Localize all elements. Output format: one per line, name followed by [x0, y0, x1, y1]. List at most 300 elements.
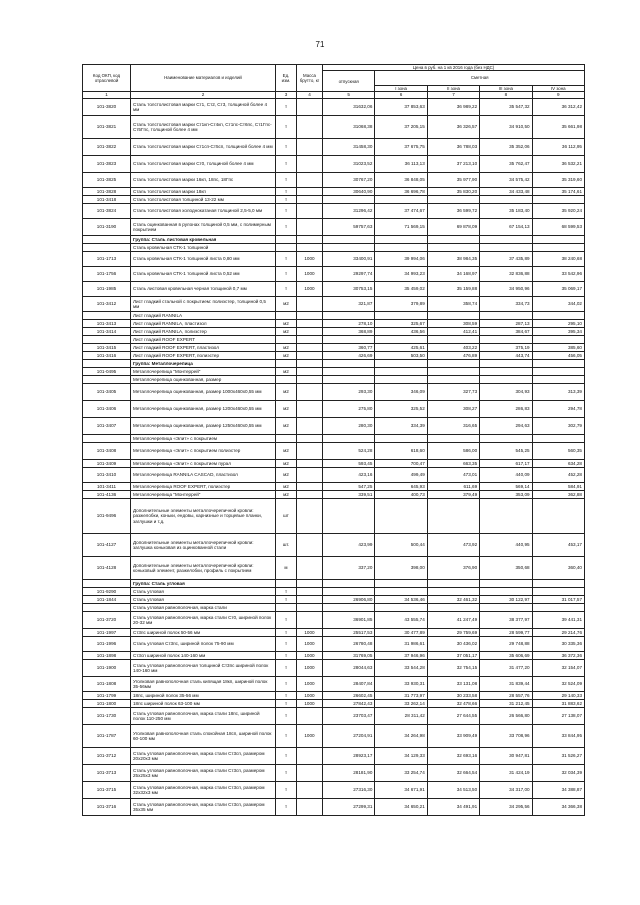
row-unit: т — [276, 725, 297, 748]
row-unit — [276, 244, 297, 252]
row-price-zone-3 — [480, 588, 532, 596]
row-price-zone-1: 33 254,74 — [375, 765, 427, 782]
row-price-zone-4: 385,60 — [532, 344, 584, 352]
row-name: Лист гладкий RANNILA, пластизол — [131, 320, 276, 328]
row-price-zone-3: 31 424,19 — [480, 765, 532, 782]
row-price-release: 28044,63 — [323, 660, 375, 677]
row-mass — [297, 312, 323, 320]
row-price-zone-2 — [427, 236, 479, 244]
header-mass: Масса брутто, кг — [297, 65, 323, 92]
table-row — [83, 435, 585, 443]
row-price-zone-3: 334,73 — [480, 297, 532, 312]
row-price-release: 26906,80 — [323, 596, 375, 604]
row-price-zone-1: 34 650,21 — [375, 799, 427, 816]
row-price-zone-4: 35 174,61 — [532, 188, 584, 196]
row-price-zone-4: 362,88 — [532, 491, 584, 499]
table-row — [83, 652, 585, 660]
row-price-release: 293,30 — [323, 384, 375, 401]
row-price-zone-4: 35 319,60 — [532, 173, 584, 188]
row-code: 101-3405 — [83, 384, 131, 401]
row-unit: м2 — [276, 483, 297, 491]
row-price-release — [323, 580, 375, 588]
row-unit: т — [276, 267, 297, 282]
row-price-release: 337,20 — [323, 557, 375, 580]
row-price-zone-2: 34 168,97 — [427, 267, 479, 282]
row-price-zone-2 — [427, 244, 479, 252]
row-price-zone-3: 34 575,42 — [480, 173, 532, 188]
row-price-release: 524,28 — [323, 443, 375, 460]
row-name: Сталь толстолистовая марки Ст1сп-Ст5сп, толщиной более 4 мм — [131, 139, 276, 156]
row-name: Сталь толстолистовая марки 18кп — [131, 188, 276, 196]
row-price-zone-2: 663,35 — [427, 460, 479, 468]
row-name: Сталь толстолистовая марки 16кп, 18пс, 18Гпс — [131, 173, 276, 188]
row-price-zone-1: 34 671,91 — [375, 782, 427, 799]
row-mass — [297, 580, 323, 588]
row-mass — [297, 483, 323, 491]
row-price-zone-2 — [427, 196, 479, 204]
row-unit: шт. — [276, 534, 297, 557]
row-unit: т — [276, 629, 297, 637]
row-price-zone-4 — [532, 580, 584, 588]
row-price-zone-4: 32 154,07 — [532, 660, 584, 677]
row-price-zone-4: 68 599,53 — [532, 219, 584, 236]
column-number: 5 — [323, 92, 375, 99]
row-mass — [297, 799, 323, 816]
row-price-zone-3: 34 317,00 — [480, 782, 532, 799]
table-row — [83, 236, 585, 244]
table-row — [83, 219, 585, 236]
table-row — [83, 604, 585, 612]
row-price-release — [323, 336, 375, 344]
row-price-zone-1 — [375, 196, 427, 204]
row-price-zone-1: 37 675,75 — [375, 139, 427, 156]
row-code: 101-3190 — [83, 219, 131, 236]
row-price-zone-4 — [532, 196, 584, 204]
row-unit — [276, 435, 297, 443]
row-price-zone-3: 35 352,06 — [480, 139, 532, 156]
row-name: Сталь толстолистовая холоднокатаная толщиной 2,5-5,0 мм — [131, 204, 276, 219]
row-price-zone-1: 34 129,33 — [375, 748, 427, 765]
row-price-zone-4 — [532, 435, 584, 443]
row-price-zone-3: 35 762,47 — [480, 156, 532, 173]
row-name: Металлочерепица ROOF EXPERT, полиэстер — [131, 483, 276, 491]
row-price-release: 27299,31 — [323, 799, 375, 816]
header-release: отпускная — [323, 71, 375, 92]
row-price-zone-4: 395,34 — [532, 328, 584, 336]
row-price-zone-1: 618,60 — [375, 443, 427, 460]
row-price-zone-2: 586,00 — [427, 443, 479, 460]
row-price-zone-3: 440,95 — [480, 534, 532, 557]
row-unit — [276, 360, 297, 368]
row-price-zone-2: 316,65 — [427, 418, 479, 435]
row-price-release: 26780,48 — [323, 637, 375, 652]
row-price-release: 593,45 — [323, 460, 375, 468]
row-price-zone-3: 67 154,13 — [480, 219, 532, 236]
row-code: 101-1900 — [83, 660, 131, 677]
row-code: 101-3713 — [83, 765, 131, 782]
row-price-zone-4: 32 524,09 — [532, 677, 584, 692]
row-price-zone-3: 38 377,97 — [480, 612, 532, 629]
row-price-zone-1: 500,44 — [375, 534, 427, 557]
row-price-zone-2: 473,01 — [427, 468, 479, 483]
row-price-zone-3: 34 433,48 — [480, 188, 532, 196]
row-price-release: 280,30 — [323, 418, 375, 435]
row-price-zone-2: 33 909,49 — [427, 725, 479, 748]
row-price-release — [323, 604, 375, 612]
table-row — [83, 460, 585, 468]
row-price-zone-1: 34 536,46 — [375, 596, 427, 604]
row-price-release: 31068,38 — [323, 116, 375, 139]
row-name: Сталь угловая Ст3пс, шириной полок 75-90 мм — [131, 637, 276, 652]
row-name: Группа: Сталь угловая — [131, 580, 276, 588]
row-name: Лист гладкий RANNILA — [131, 312, 276, 320]
row-unit: т — [276, 765, 297, 782]
row-price-zone-3: 26 566,80 — [480, 708, 532, 725]
row-unit: м2 — [276, 418, 297, 435]
row-mass — [297, 244, 323, 252]
column-number-row — [83, 92, 585, 99]
row-price-zone-4 — [532, 368, 584, 376]
row-price-zone-2: 30 436,02 — [427, 637, 479, 652]
row-price-zone-4 — [532, 499, 584, 534]
row-price-release: 31458,30 — [323, 139, 375, 156]
row-price-zone-2: 32 693,16 — [427, 748, 479, 765]
table-row — [83, 708, 585, 725]
row-price-zone-2: 36 599,72 — [427, 204, 479, 219]
table-row — [83, 677, 585, 692]
row-unit: т — [276, 188, 297, 196]
row-price-zone-2: 412,41 — [427, 328, 479, 336]
header-zone-1: I зона — [375, 85, 427, 91]
row-unit: т — [276, 700, 297, 708]
row-price-zone-2: 35 977,90 — [427, 173, 479, 188]
row-price-release: 275,80 — [323, 401, 375, 418]
row-price-zone-4: 313,39 — [532, 384, 584, 401]
table-body — [83, 99, 585, 816]
column-number: 4 — [297, 92, 323, 99]
row-price-zone-4: 33 844,95 — [532, 725, 584, 748]
table-row — [83, 725, 585, 748]
row-mass — [297, 368, 323, 376]
row-code: 101-1713 — [83, 252, 131, 267]
row-unit: т — [276, 219, 297, 236]
row-mass: 1000 — [297, 282, 323, 297]
row-price-zone-3 — [480, 196, 532, 204]
row-price-release: 426,69 — [323, 352, 375, 360]
row-unit: м2 — [276, 368, 297, 376]
row-price-release: 360,77 — [323, 344, 375, 352]
row-unit — [276, 236, 297, 244]
row-price-zone-3 — [480, 336, 532, 344]
row-code: 101-3821 — [83, 116, 131, 139]
row-code: 101-0495 — [83, 368, 131, 376]
row-code — [83, 244, 131, 252]
row-name: Дополнительные элементы металлочерепичной кровли: разжелобки, коньки, ендовы, карнизные и торцевые планки, заглушки и т.д. — [131, 499, 276, 534]
row-price-zone-4: 344,02 — [532, 297, 584, 312]
row-price-zone-3 — [480, 368, 532, 376]
row-mass — [297, 320, 323, 328]
row-price-release — [323, 588, 375, 596]
row-unit: шт — [276, 499, 297, 534]
row-mass — [297, 352, 323, 360]
row-name: Металлочерепица "Монтеррей" — [131, 491, 276, 499]
row-unit: т — [276, 139, 297, 156]
row-name: Сталь листовая кровельная черная толщиной 0,7 мм — [131, 282, 276, 297]
row-code: 101-3410 — [83, 468, 131, 483]
row-code: 101-1730 — [83, 708, 131, 725]
row-mass — [297, 604, 323, 612]
row-price-zone-4: 34 388,87 — [532, 782, 584, 799]
row-price-release — [323, 236, 375, 244]
row-name: Лист гладкий ROOF EXPERT, пластизол — [131, 344, 276, 352]
row-price-zone-1: 334,39 — [375, 418, 427, 435]
column-number: 6 — [375, 92, 427, 99]
table-row — [83, 799, 585, 816]
row-price-zone-1: 700,47 — [375, 460, 427, 468]
row-unit: м2 — [276, 328, 297, 336]
row-price-release — [323, 312, 375, 320]
row-code: 101-3825 — [83, 173, 131, 188]
row-price-zone-4 — [532, 588, 584, 596]
row-mass — [297, 499, 323, 534]
row-price-zone-2: 308,27 — [427, 401, 479, 418]
table-row — [83, 344, 585, 352]
row-mass — [297, 468, 323, 483]
row-price-release: 33400,91 — [323, 252, 375, 267]
row-mass — [297, 491, 323, 499]
row-code: 101-3716 — [83, 799, 131, 816]
header-unit: Ед. изм. — [276, 65, 297, 92]
row-name: Металлочерепица оцинкованная, размер — [131, 376, 276, 384]
row-price-zone-4: 38 240,68 — [532, 252, 584, 267]
row-price-zone-3: 28 557,76 — [480, 692, 532, 700]
row-price-zone-3: 34 295,56 — [480, 799, 532, 816]
row-price-zone-3: 30 947,81 — [480, 748, 532, 765]
row-price-zone-4 — [532, 604, 584, 612]
row-mass — [297, 196, 323, 204]
row-price-zone-1 — [375, 499, 427, 534]
row-price-zone-4: 29 214,76 — [532, 629, 584, 637]
page-number: 71 — [315, 40, 325, 49]
row-price-zone-4 — [532, 236, 584, 244]
row-price-zone-3: 443,74 — [480, 352, 532, 360]
row-name: Металлочерепица "Монтеррей" — [131, 368, 276, 376]
row-price-release: 23703,47 — [323, 708, 375, 725]
table-row — [83, 196, 585, 204]
row-code: 101-3822 — [83, 139, 131, 156]
row-mass — [297, 204, 323, 219]
row-unit: м2 — [276, 320, 297, 328]
row-price-zone-3: 30 122,97 — [480, 596, 532, 604]
row-price-zone-4: 634,28 — [532, 460, 584, 468]
row-price-zone-2 — [427, 336, 479, 344]
row-price-zone-1: 436,56 — [375, 328, 427, 336]
row-unit: т — [276, 782, 297, 799]
row-name: Металлочерепица RANNILA CASCAD, пластизол — [131, 468, 276, 483]
row-mass — [297, 328, 323, 336]
table-row — [83, 368, 585, 376]
row-price-zone-2: 32 478,66 — [427, 700, 479, 708]
row-price-zone-4 — [532, 376, 584, 384]
row-unit: м2 — [276, 443, 297, 460]
row-price-zone-1: 379,89 — [375, 297, 427, 312]
row-price-release: 31632,06 — [323, 99, 375, 116]
row-name: Сталь угловая равнополочная, марка стали Ст0, шириной полок 20-32 мм — [131, 612, 276, 629]
row-unit: т — [276, 612, 297, 629]
row-price-zone-2: 34 491,91 — [427, 799, 479, 816]
row-price-zone-2: 37 213,10 — [427, 156, 479, 173]
row-price-release: 29297,74 — [323, 267, 375, 282]
row-price-release: 28407,84 — [323, 677, 375, 692]
row-price-zone-3: 375,19 — [480, 344, 532, 352]
table-row — [83, 700, 585, 708]
row-price-zone-3: 34 910,50 — [480, 116, 532, 139]
row-price-zone-3: 33 708,96 — [480, 725, 532, 748]
row-name: Металлочерепица «Элит» с покрытием — [131, 435, 276, 443]
row-price-zone-1: 36 696,78 — [375, 188, 427, 196]
row-unit: т — [276, 596, 297, 604]
row-price-zone-2: 358,74 — [427, 297, 479, 312]
row-price-zone-2: 37 051,17 — [427, 652, 479, 660]
row-price-zone-2: 36 788,03 — [427, 139, 479, 156]
row-mass — [297, 139, 323, 156]
row-price-zone-3 — [480, 604, 532, 612]
header-zone-2: II зона — [427, 85, 479, 91]
row-price-zone-3: 286,83 — [480, 401, 532, 418]
table-row — [83, 580, 585, 588]
row-price-zone-1 — [375, 244, 427, 252]
row-price-zone-3: 440,09 — [480, 468, 532, 483]
row-price-zone-4 — [532, 336, 584, 344]
row-unit: т — [276, 748, 297, 765]
row-price-zone-4: 29 140,33 — [532, 692, 584, 700]
row-price-zone-1: 43 555,74 — [375, 612, 427, 629]
row-price-zone-1: 34 264,98 — [375, 725, 427, 748]
row-price-release: 321,87 — [323, 297, 375, 312]
row-price-zone-1: 34 993,23 — [375, 267, 427, 282]
row-price-zone-4: 31 017,57 — [532, 596, 584, 604]
table-row — [83, 491, 585, 499]
row-price-release: 59757,63 — [323, 219, 375, 236]
row-price-zone-3: 28 599,77 — [480, 629, 532, 637]
row-price-zone-3 — [480, 360, 532, 368]
row-price-zone-2: 473,92 — [427, 534, 479, 557]
row-price-zone-4: 584,91 — [532, 483, 584, 491]
row-mass — [297, 557, 323, 580]
row-price-zone-1: 33 544,28 — [375, 660, 427, 677]
row-name: Сталь угловая равнополочная, марка стали Ст3сп, размером 25x25x3 мм — [131, 765, 276, 782]
table-row — [83, 312, 585, 320]
row-price-zone-4: 36 312,42 — [532, 99, 584, 116]
row-price-zone-2 — [427, 580, 479, 588]
table-row — [83, 782, 585, 799]
row-name: Дополнительные элементы металлочерепичной кровли: заглушка коньковая из оцинкованной стали — [131, 534, 276, 557]
row-code — [83, 236, 131, 244]
row-price-release: 547,25 — [323, 483, 375, 491]
row-price-zone-1: 30 477,89 — [375, 629, 427, 637]
row-price-release: 31023,52 — [323, 156, 375, 173]
row-price-zone-4: 32 034,39 — [532, 765, 584, 782]
row-unit — [276, 336, 297, 344]
row-price-release: 25517,53 — [323, 629, 375, 637]
row-mass: 1000 — [297, 700, 323, 708]
row-name: Сталь угловая равнополочная, марка стали Ст3сп, размером 20x20x3 мм — [131, 748, 276, 765]
row-code — [83, 376, 131, 384]
row-name: Металлочерепица оцинкованная, размер 1250x460x0,55 мм — [131, 418, 276, 435]
column-number: 9 — [532, 92, 584, 99]
row-price-zone-1: 37 474,67 — [375, 204, 427, 219]
row-price-zone-2: 476,89 — [427, 352, 479, 360]
row-price-zone-1 — [375, 368, 427, 376]
row-mass — [297, 534, 323, 557]
row-price-zone-3: 294,63 — [480, 418, 532, 435]
row-price-zone-1: 503,50 — [375, 352, 427, 360]
row-price-zone-3: 35 606,69 — [480, 652, 532, 660]
row-price-zone-3 — [480, 376, 532, 384]
row-name: Дополнительные элементы металлочерепичной кровли: коньковый элемент, разжелобки, профиль с покрытием — [131, 557, 276, 580]
row-name: Ст3пс шириной полок 50-56 мм — [131, 629, 276, 637]
row-mass: 1000 — [297, 692, 323, 700]
row-price-zone-4: 453,17 — [532, 534, 584, 557]
row-unit — [276, 580, 297, 588]
row-price-zone-3: 34 950,96 — [480, 282, 532, 297]
row-unit: м2 — [276, 352, 297, 360]
row-name: Сталь толстолистовая марки Ст0, толщиной более 4 мм — [131, 156, 276, 173]
column-number: 7 — [427, 92, 479, 99]
row-price-release: 30640,90 — [323, 188, 375, 196]
row-price-zone-3: 32 836,88 — [480, 267, 532, 282]
table-row — [83, 156, 585, 173]
row-price-release: 30753,15 — [323, 282, 375, 297]
row-price-zone-4: 36 112,95 — [532, 139, 584, 156]
row-name: Металлочерепица оцинкованная, размер 1000x460x0,55 мм — [131, 384, 276, 401]
row-code: 101-1985 — [83, 282, 131, 297]
row-mass — [297, 376, 323, 384]
row-price-zone-3: 353,09 — [480, 491, 532, 499]
row-price-zone-2 — [427, 360, 479, 368]
row-name: 18пс шириной полок 63-100 мм — [131, 700, 276, 708]
row-mass — [297, 219, 323, 236]
row-unit: т — [276, 677, 297, 692]
row-price-zone-2: 376,90 — [427, 557, 479, 580]
row-mass: 1000 — [297, 252, 323, 267]
row-price-release — [323, 376, 375, 384]
row-unit: м2 — [276, 401, 297, 418]
row-name: Сталь толстолистовая марки Ст1, Ст2, Ст3, толщиной более 4 мм — [131, 99, 276, 116]
row-code: 101-3413 — [83, 320, 131, 328]
row-price-zone-4: 560,35 — [532, 443, 584, 460]
row-price-zone-4: 35 069,17 — [532, 282, 584, 297]
row-code — [83, 580, 131, 588]
row-code: 101-3418 — [83, 196, 131, 204]
row-name: Сталь оцинкованная в рулонах толщиной 0,5 мм, с полимерным покрытием — [131, 219, 276, 236]
row-mass — [297, 236, 323, 244]
row-code — [83, 360, 131, 368]
row-mass — [297, 99, 323, 116]
row-code — [83, 435, 131, 443]
header-zone-4: IV зона — [532, 85, 584, 91]
row-unit: т — [276, 204, 297, 219]
row-price-zone-2: 69 878,09 — [427, 219, 479, 236]
row-unit: т — [276, 637, 297, 652]
row-mass: 1000 — [297, 660, 323, 677]
row-price-zone-3: 37 435,89 — [480, 252, 532, 267]
table-row — [83, 328, 585, 336]
row-price-release: 27204,91 — [323, 725, 375, 748]
table-row — [83, 468, 585, 483]
row-mass — [297, 360, 323, 368]
row-unit: т — [276, 116, 297, 139]
